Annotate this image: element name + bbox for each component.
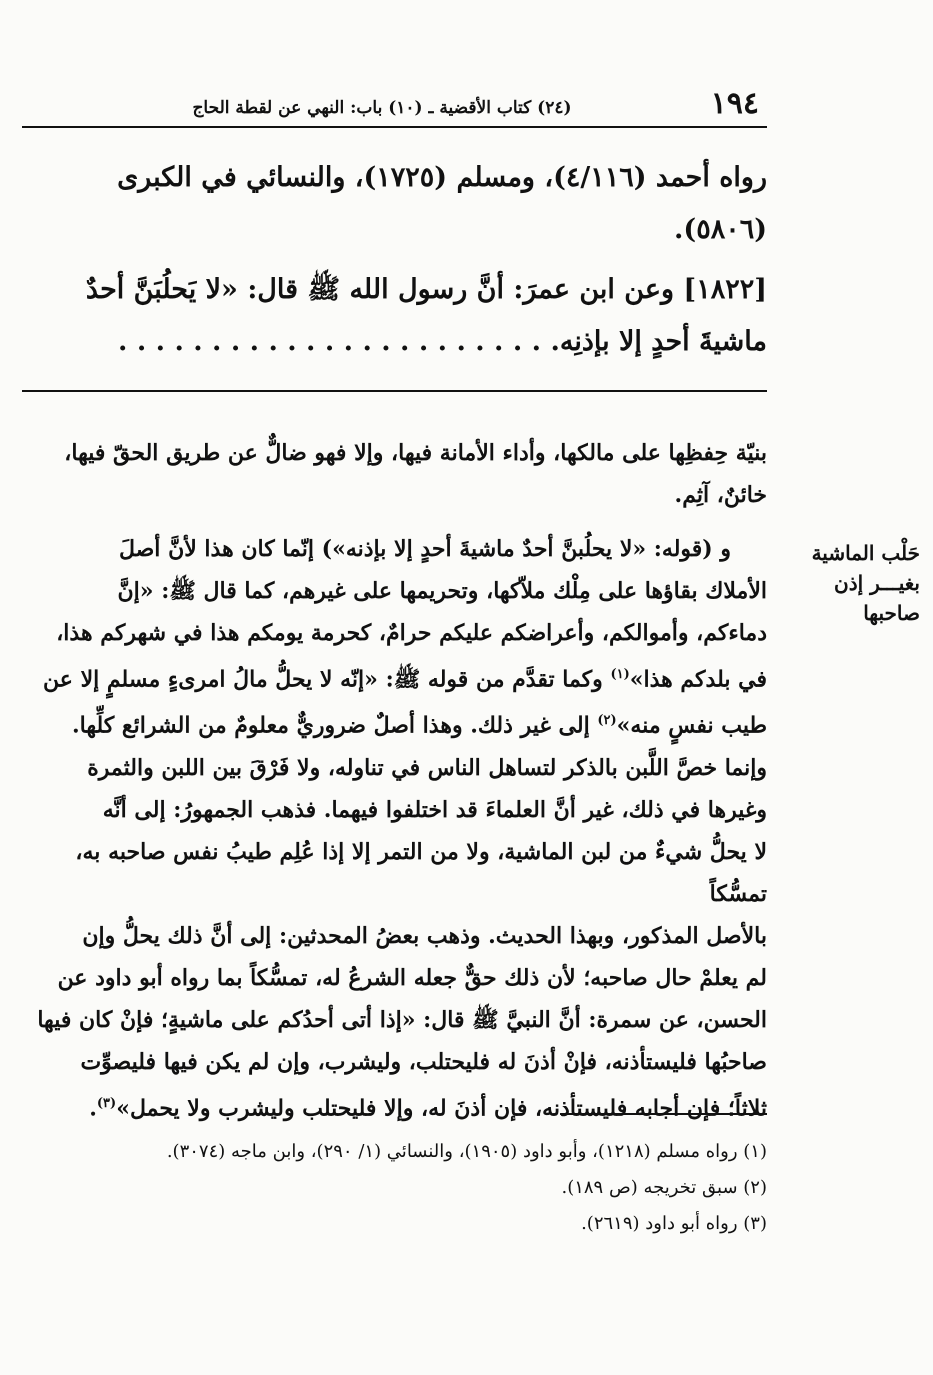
commentary-line: وإنما خصَّ اللَّبن بالذكر لتساهل الناس في تناوله، ولا فَرْقَ بين اللبن والثمرة bbox=[87, 754, 767, 781]
hadith-line: رواه أحمد (٤/١١٦)، ومسلم (١٧٢٥)، والنسائي في الكبرى bbox=[117, 162, 767, 193]
commentary-line: ثلاثاً؛ فإن أجابه فليستأذنه، فإن أذنَ له، وإلا فليحتلب وليشرب ولا يحمل»$^{(٣)}$. bbox=[89, 1094, 767, 1121]
margin-note bbox=[770, 538, 920, 628]
commentary-line: دماءكم، وأموالكم، وأعراضكم عليكم حرامٌ، كحرمة يومكم هذا في شهركم هذا، bbox=[56, 620, 767, 646]
page-header bbox=[22, 84, 767, 128]
commentary-line: لم يعلمْ حال صاحبه؛ لأن ذلك حقٌّ جعله الشرعُ له، تمسُّكاً بما رواه أبو داود عن bbox=[57, 964, 767, 991]
commentary-paragraph-2 bbox=[22, 528, 767, 1129]
margin-note-line: بغيـــر إذن bbox=[834, 571, 920, 595]
footnote-ref: (١) bbox=[610, 667, 630, 682]
commentary-line: بالأصل المذكور، وبهذا الحديث. وذهب بعضُ المحدثين: إلى أنَّ ذلك يحلُّ وإن bbox=[82, 922, 767, 949]
footnote: (٣) رواه أبو داود (٢٦١٩). bbox=[581, 1213, 767, 1234]
commentary-line: خائنٌ، آثِم. bbox=[674, 482, 767, 508]
commentary-line: طيب نفسٍ منه»$^{(٢)}$ إلى غير ذلك. وهذا أصلٌ ضروريٌّ معلومٌ من الشرائع كلِّها. bbox=[72, 712, 767, 739]
footnote: (١) رواه مسلم (١٢١٨)، وأبو داود (١٩٠٥)، والنسائي (١/ ٢٩٠)، وابن ماجه (٣٠٧٤). bbox=[166, 1141, 767, 1162]
commentary-line: صاحبُها فليستأذنه، فإنْ أذنَ له فليحتلب، وليشرب، وإن لم يكن فيها فليصوِّت bbox=[80, 1048, 767, 1075]
footnote-ref: (٣) bbox=[96, 1095, 117, 1111]
hadith-line: (٥٨٠٦). bbox=[674, 214, 767, 245]
footnote: (٢) سبق تخريجه (ص ١٨٩). bbox=[561, 1177, 767, 1198]
commentary-line: الأملاك بقاؤها على مِلْك ملاّكها، وتحريمها على غيرهم، كما قال ﷺ: «إنَّ bbox=[117, 578, 767, 604]
footnote-ref: (٢) bbox=[597, 713, 617, 729]
hadith-line: ماشيةَ أحدٍ إلا بإذنِه. . . . . . . . . . . . . . . . . . . . . . . . bbox=[118, 326, 767, 357]
margin-note-line: حَلْب الماشية bbox=[811, 541, 920, 565]
footnotes bbox=[22, 1134, 767, 1242]
commentary-line: لا يحلُّ شيءٌ من لبن الماشية، ولا من التمر إلا إذا عُلِم طيبُ نفس صاحبه به، تمسُّكاً bbox=[75, 838, 767, 907]
hadith-block bbox=[22, 152, 767, 368]
commentary-line: الحسن، عن سمرة: أنَّ النبيَّ ﷺ قال: «إذا أتى أحدُكم على ماشيةٍ؛ فإنْ كان فيها bbox=[37, 1006, 767, 1033]
commentary-line: في بلدكم هذا»$^{(١)}$ وكما تقدَّم من قوله ﷺ: «إنّه لا يحلُّ مالُ امرىءٍ مسلمٍ إلا عن bbox=[43, 666, 767, 693]
footnote-divider bbox=[560, 1113, 767, 1115]
section-divider bbox=[22, 390, 767, 392]
hadith-line: [١٨٢٢] وعن ابن عمرَ: أنَّ رسول الله ﷺ قال: «لا يَحلُبَنَّ أحدٌ bbox=[85, 274, 767, 305]
commentary-paragraph-1 bbox=[22, 432, 767, 516]
running-title: (٢٤) كتاب الأقضية ـ (١٠) باب: النهي عن لقطة الحاج bbox=[192, 98, 572, 118]
commentary-line: و (قوله: «لا يحلُبنَّ أحدٌ ماشيةَ أحدٍ إلا بإذنه») إنّما كان هذا لأنَّ أصلَ bbox=[118, 536, 731, 562]
commentary-line: وغيرها في ذلك، غير أنَّ العلماءَ قد اختلفوا فيهما. فذهب الجمهورُ: إلى أنَّه bbox=[102, 796, 767, 823]
commentary-line: بنيّة حِفظِها على مالكها، وأداء الأمانة فيها، وإلا فهو ضالٌّ عن طريق الحقّ فيها، bbox=[64, 440, 767, 466]
page-number: ١٩٤ bbox=[710, 86, 759, 121]
margin-note-line: صاحبها bbox=[863, 601, 920, 625]
